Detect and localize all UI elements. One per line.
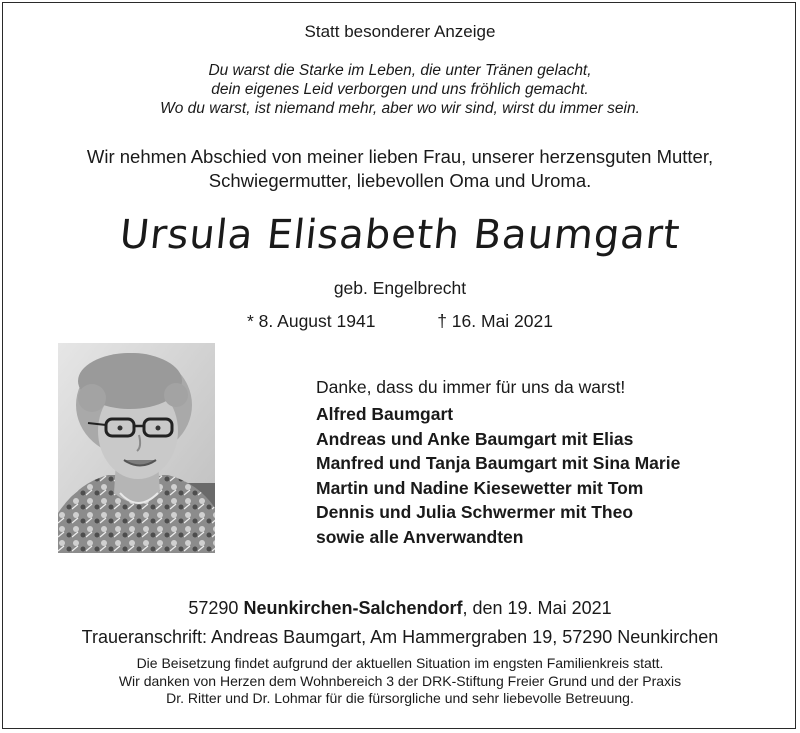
thanks-text: Danke, dass du immer für uns da warst! (316, 377, 626, 397)
family-member: Manfred und Tanja Baumgart mit Sina Marie (316, 453, 681, 473)
death-date: † 16. Mai 2021 (437, 311, 553, 331)
family-member: Alfred Baumgart (316, 404, 454, 424)
family-member: Dennis und Julia Schwermer mit Theo (316, 502, 634, 522)
town: Neunkirchen-Salchendorf (243, 598, 463, 618)
notice-date: , den 19. Mai 2021 (462, 598, 612, 618)
notice-header: Statt besonderer Anzeige (304, 22, 496, 41)
mourning-address: Traueranschrift: Andreas Baumgart, Am Hammergraben 19, 57290 Neunkirchen (81, 627, 719, 647)
note-line: Dr. Ritter und Dr. Lohmar für die fürsorgliche und sehr liebevolle Betreuung. (166, 690, 634, 706)
intro-line: Schwiegermutter, liebevollen Oma und Uroma. (208, 170, 592, 191)
quote-line: Du warst die Starke im Leben, die unter Tränen gelacht, (208, 62, 592, 79)
maiden-name: geb. Engelbrecht (333, 278, 467, 298)
portrait-photo (58, 343, 215, 553)
family-list (316, 402, 680, 549)
closing-notes (0, 655, 800, 708)
family-member: Andreas und Anke Baumgart mit Elias (316, 428, 634, 449)
birth-date: * 8. August 1941 (247, 311, 376, 331)
quote-line: Wo du warst, ist niemand mehr, aber wo wir sind, wirst du immer sein. (160, 100, 640, 117)
portrait-image (58, 343, 215, 553)
life-dates (0, 311, 800, 332)
intro-text (0, 145, 800, 193)
postcode: 57290 (188, 598, 239, 618)
memorial-quote (0, 61, 800, 118)
deceased-name: Ursula Elisabeth Baumgart (117, 212, 683, 258)
note-line: Die Beisetzung findet aufgrund der aktuellen Situation im engsten Familienkreis statt. (136, 655, 664, 671)
family-member: Martin und Nadine Kiesewetter mit Tom (316, 477, 644, 498)
quote-line: dein eigenes Leid verborgen und uns fröhlich gemacht. (211, 81, 589, 98)
intro-line: Wir nehmen Abschied von meiner lieben Frau, unserer herzensguten Mutter, (86, 146, 714, 167)
place-and-date (0, 598, 800, 619)
family-member: sowie alle Anverwandten (316, 526, 524, 547)
note-line: Wir danken von Herzen dem Wohnbereich 3 der DRK-Stiftung Freier Grund und der Praxis (118, 672, 682, 689)
